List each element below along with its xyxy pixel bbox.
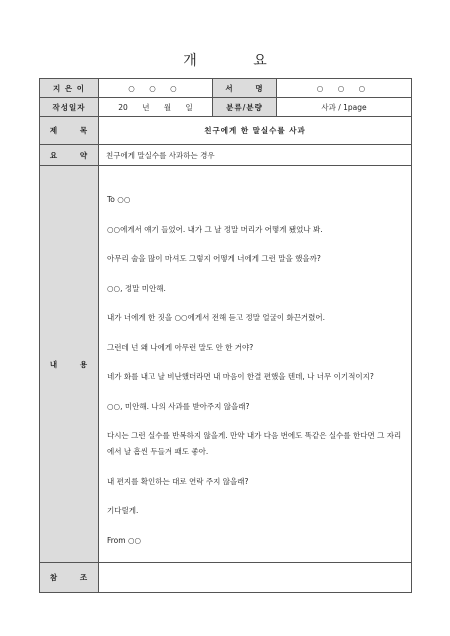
paragraph: 다시는 그런 실수를 반복하지 않을게. 만약 내가 다음 번에도 똑같은 실수를 한다면 그 자리에서 날 흠씬 두들겨 패도 좋아. (107, 431, 402, 456)
date-day-unit: 일 (185, 102, 193, 112)
signature-value: ○ ○ ○ (277, 79, 412, 98)
date-year: 20 (118, 102, 128, 112)
document-title: 개 요 (183, 53, 293, 69)
date-row (40, 98, 412, 117)
letter-paragraphs (107, 192, 403, 549)
author-row (40, 79, 412, 98)
author-label: 지 은 이 (40, 79, 99, 98)
date-year-unit: 년 (142, 102, 150, 112)
date-written-label: 작성일자 (40, 98, 99, 117)
date-written-value (99, 98, 213, 117)
subject-value: 친구에게 한 말실수를 사과 (99, 117, 412, 145)
content-row (40, 166, 412, 563)
paragraph: ○○에게서 얘기 들었어. 내가 그 날 정말 머리가 어떻게 됐었나 봐. (107, 224, 323, 234)
subject-label: 제 목 (40, 117, 99, 145)
paragraph: ○○, 미안해. 나의 사과를 받아주지 않을래? (107, 401, 250, 411)
reference-row (40, 563, 412, 593)
author-value: ○ ○ ○ (99, 79, 213, 98)
reference-label: 참 조 (40, 563, 99, 593)
content-label: 내 용 (40, 166, 99, 563)
paragraph: From ○○ (107, 535, 142, 545)
reference-value (99, 563, 412, 593)
date-month-unit: 월 (163, 102, 172, 112)
letter-body (99, 166, 412, 563)
subject-row (40, 117, 412, 145)
category-label: 분류/분량 (213, 98, 277, 117)
paragraph: 아무리 술을 많이 마셔도 그렇지 어떻게 너에게 그런 말을 했을까? (107, 254, 321, 263)
summary-form (39, 78, 412, 593)
summary-value: 친구에게 말실수를 사과하는 경우 (99, 145, 412, 166)
category-value: 사과 / 1page (277, 98, 412, 117)
paragraph: 기다릴게. (107, 506, 139, 515)
summary-label: 요 약 (40, 145, 99, 166)
paragraph: 그런데 넌 왜 나에게 아무런 말도 안 한 거야? (107, 342, 254, 352)
summary-row (40, 145, 412, 166)
paragraph: To ○○ (107, 195, 131, 204)
paragraph: 내가 너에게 한 짓을 ○○에게서 전해 듣고 정말 얼굴이 화끈거렸어. (107, 313, 326, 322)
paragraph: 내 편지를 확인하는 대로 연락 주지 않을래? (107, 476, 249, 486)
paragraph: ○○, 정말 미안해. (107, 283, 166, 293)
paragraph: 네가 화를 내고 날 비난했더라면 내 마음이 한결 편했을 텐데, 나 너무 이기적이지? (107, 372, 374, 381)
signature-label: 서 명 (213, 79, 277, 98)
